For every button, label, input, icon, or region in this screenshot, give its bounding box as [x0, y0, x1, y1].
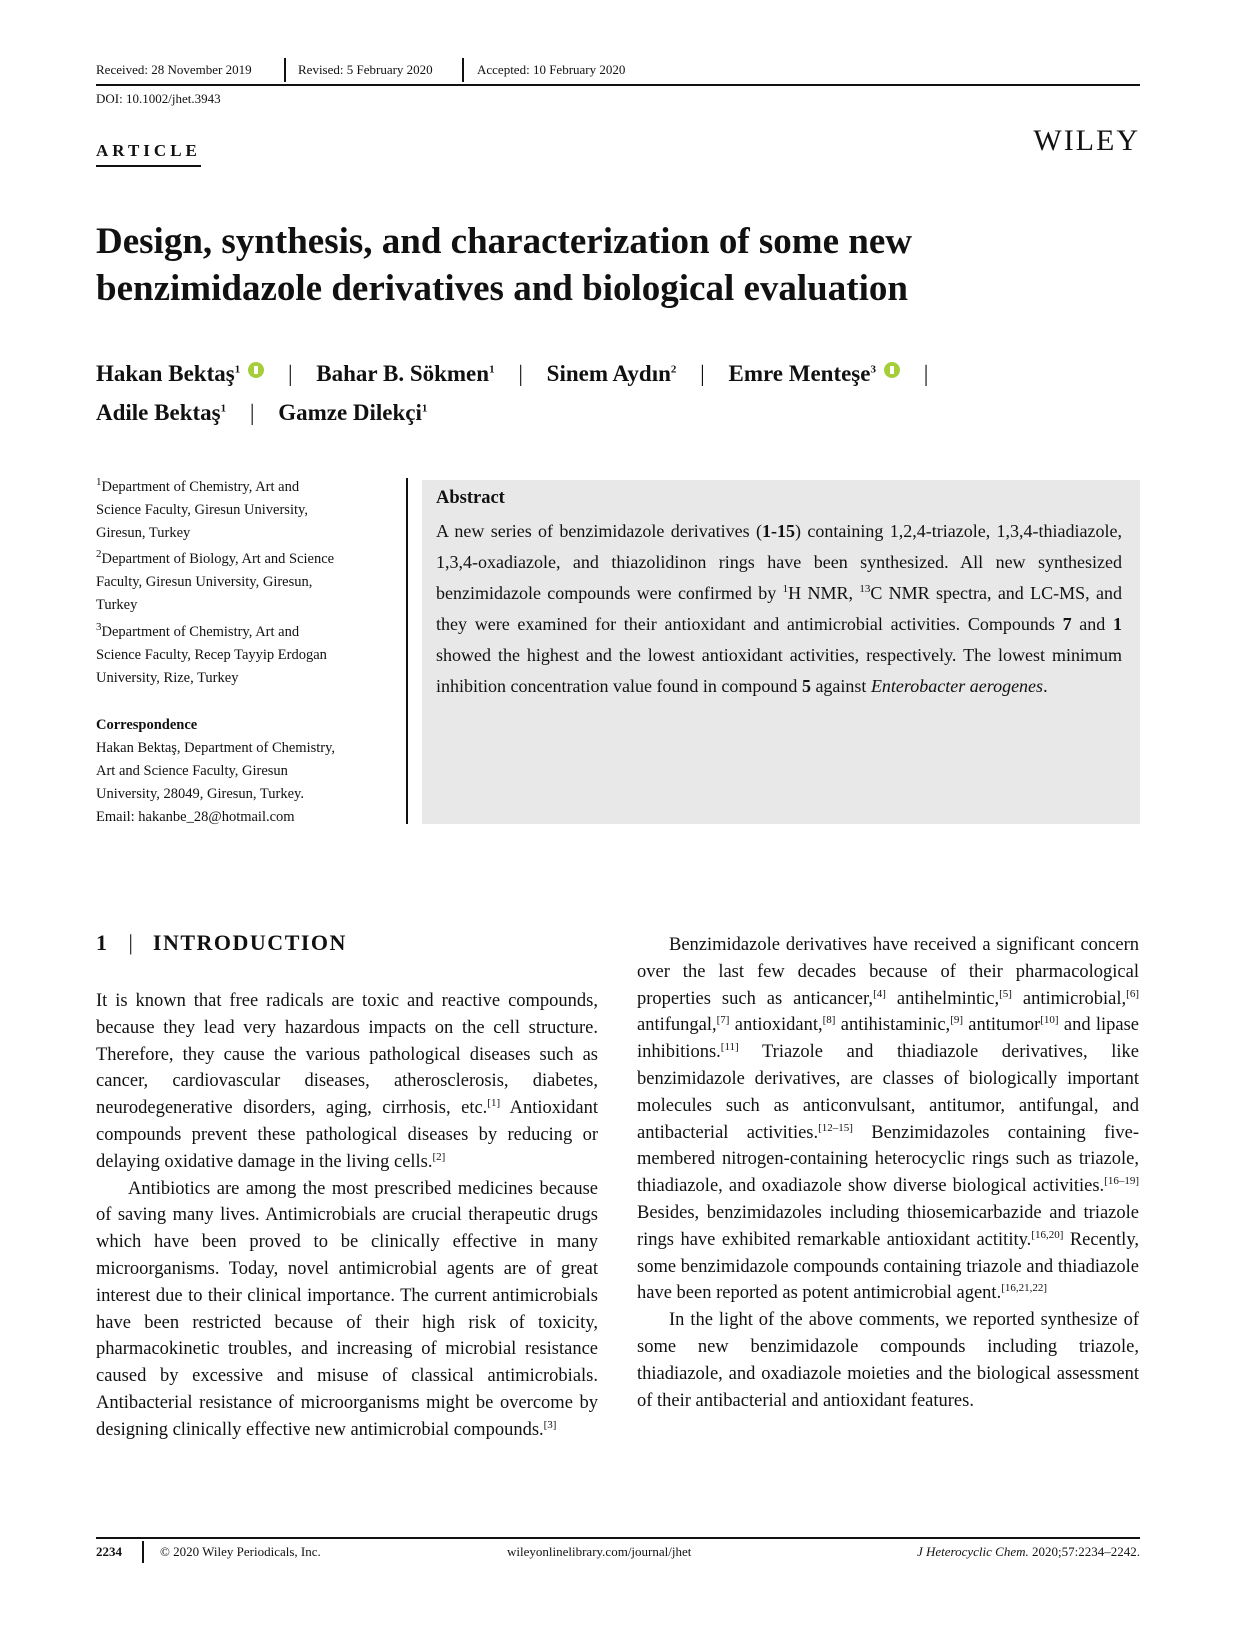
- author: Hakan Bektaş$^1$: [96, 361, 241, 386]
- section-heading: 1 | INTRODUCTION: [96, 930, 347, 955]
- paragraph: It is known that free radicals are toxic and reactive compounds, because they lead very hazardous impacts on the cell structure. Therefore, they cause the various pathological diseases such as cancer, cardiovascular diseases, atherosclerosis, diabetes, neurodegenerative disorders, aging, cirrhosis, etc.[1] Antioxidant compounds prevent these pathological diseases by reducing or delaying oxidative damage in the living cells.[2]: [96, 991, 598, 1172]
- orcid-icon[interactable]: [884, 362, 900, 378]
- page-number: 2234: [96, 1544, 122, 1559]
- author: Sinem Aydın$^2$: [546, 361, 677, 386]
- author-separator: |: [287, 361, 293, 386]
- received-date: Received: 28 November 2019: [96, 62, 252, 77]
- divider: [406, 478, 408, 824]
- author-separator: |: [518, 361, 523, 386]
- citation[interactable]: [1]: [487, 1097, 501, 1110]
- citation[interactable]: [8]: [822, 1014, 836, 1027]
- paragraph: Antibiotics are among the most prescribed medicines because of saving many lives. Antimicrobials are crucial therapeutic drugs which have been proved to be clinically effective in many microorganisms. Today, novel antimicrobial agents are of great interest due to their clinical importance. The current antimicrobials have been restricted because of their high risk of toxicity, pharmacokinetic troubles, and increasing of microbial resistance caused by excessive and misuse of classical antimicrobials. Antibacterial resistance of microorganisms might be overcome by designing clinically effective new antimicrobial compounds.[3]: [96, 1178, 598, 1440]
- right-column: [637, 932, 1139, 1414]
- citation[interactable]: [10]: [1040, 1014, 1059, 1027]
- author-separator: |: [923, 361, 929, 386]
- citation[interactable]: [4]: [873, 987, 886, 1000]
- article-label: ARTICLE: [96, 141, 201, 167]
- journal-url[interactable]: wileyonlinelibrary.com/journal/jhet: [507, 1544, 692, 1559]
- citation[interactable]: [3]: [543, 1418, 557, 1431]
- citation[interactable]: [6]: [1126, 987, 1139, 1000]
- publisher-logo: WILEY: [1033, 124, 1140, 157]
- footer-divider: [142, 1541, 144, 1563]
- footer-rule: [96, 1537, 1140, 1539]
- citation[interactable]: [11]: [720, 1041, 739, 1054]
- citation[interactable]: [12–15]: [818, 1121, 853, 1134]
- title-line: Design, synthesis, and characterization of some new: [96, 221, 913, 262]
- author: Gamze Dilekçi$^1$: [278, 400, 428, 425]
- header-divider: [462, 58, 464, 82]
- accepted-date: Accepted: 10 February 2020: [477, 62, 626, 77]
- correspondence-heading: Correspondence: [96, 717, 198, 733]
- citation[interactable]: [5]: [999, 987, 1012, 1000]
- paragraph: In the light of the above comments, we reported synthesize of some new benzimidazole compounds including triazole, thiadiazole, and oxadiazole moieties and the biological assessment of their antibacterial and antioxidant features.: [637, 1310, 1139, 1411]
- citation[interactable]: [7]: [716, 1014, 730, 1027]
- abstract-heading: Abstract: [436, 488, 505, 508]
- citation[interactable]: [2]: [432, 1150, 446, 1163]
- header-dates: [96, 60, 1140, 86]
- author-separator: |: [249, 400, 255, 425]
- author: Emre Menteşe$^3$: [728, 361, 876, 386]
- doi: DOI: 10.1002/jhet.3943: [96, 91, 221, 106]
- citation[interactable]: [16–19]: [1104, 1175, 1139, 1188]
- affiliation: $^3$Department of Chemistry, Art and Science Faculty, Recep Tayyip Erdogan University, Rize, Turkey: [96, 621, 327, 686]
- author-separator: |: [700, 361, 705, 386]
- affiliation: $^1$Department of Chemistry, Art and Science Faculty, Giresun University, Giresun, Turkey: [96, 476, 308, 541]
- author-list: [96, 354, 1136, 432]
- left-column: [96, 988, 598, 1444]
- affiliation: $^2$Department of Biology, Art and Science Faculty, Giresun University, Giresun, Turkey: [96, 548, 335, 613]
- paragraph: Benzimidazole derivatives have received a significant concern over the last few decades because of their pharmacological properties such as anticancer,[4] antihelmintic,[5] antimicrobial,[6] antifungal,[7] antioxidant,[8] antihistaminic,[9] antitumor[10] and lipase inhibitions.[11] Triazole and thiadiazole derivatives, like benzimidazole derivatives, are classes of biologically important molecules such as anticonvulsant, antitumor, antifungal, and antibacterial activities.[12–15] Benzimidazoles containing five-membered nitrogen-containing heterocyclic rings such as triazole, thiadiazole, and oxadiazole show diverse biological activities.[16–19] Besides, benzimidazoles including thiosemicarbazide and triazole rings have exhibited remarkable antioxidant actitity.[16,20] Recently, some benzimidazole compounds containing triazole and thiadiazole have been reported as potent antimicrobial agent.[16,21,22]: [637, 935, 1140, 1304]
- copyright: © 2020 Wiley Periodicals, Inc.: [160, 1544, 321, 1559]
- title-line: benzimidazole derivatives and biological evaluation: [96, 268, 908, 309]
- orcid-icon[interactable]: [248, 362, 264, 378]
- abstract-text: A new series of benzimidazole derivatives (1-15) containing 1,2,4-triazole, 1,3,4-thiadiazole, 1,3,4-oxadiazole, and thiazolidinon rings have been synthesized. All new synthesized benzimidazole compounds were confirmed by $^1$H NMR, $^{13}$C NMR spectra, and LC-MS, and they were examined for their antioxidant and antimicrobial activities. Compounds 7 and 1 showed the highest and the lowest antioxidant activities, respectively. The lowest minimum inhibition concentration value found in compound 5 against Enterobacter aerogenes.: [436, 521, 1123, 696]
- revised-date: Revised: 5 February 2020: [298, 62, 433, 77]
- citation[interactable]: [9]: [950, 1014, 964, 1027]
- citation[interactable]: [16,21,22]: [1001, 1282, 1048, 1295]
- citation[interactable]: [16,20]: [1031, 1228, 1064, 1241]
- author: Bahar B. Sökmen$^1$: [316, 361, 495, 386]
- header-divider: [284, 58, 286, 82]
- email[interactable]: Email: hakanbe_28@hotmail.com: [96, 809, 295, 825]
- correspondence: Correspondence Hakan Bektaş, Department of Chemistry, Art and Science Faculty, Giresun University, 28049, Giresun, Turkey. Email: hakanbe_28@hotmail.com: [96, 714, 396, 829]
- paper-title: [96, 218, 1136, 312]
- author: Adile Bektaş$^1$: [96, 400, 227, 425]
- journal-citation: J Heterocyclic Chem. 2020;57:2234–2242.: [916, 1544, 1140, 1559]
